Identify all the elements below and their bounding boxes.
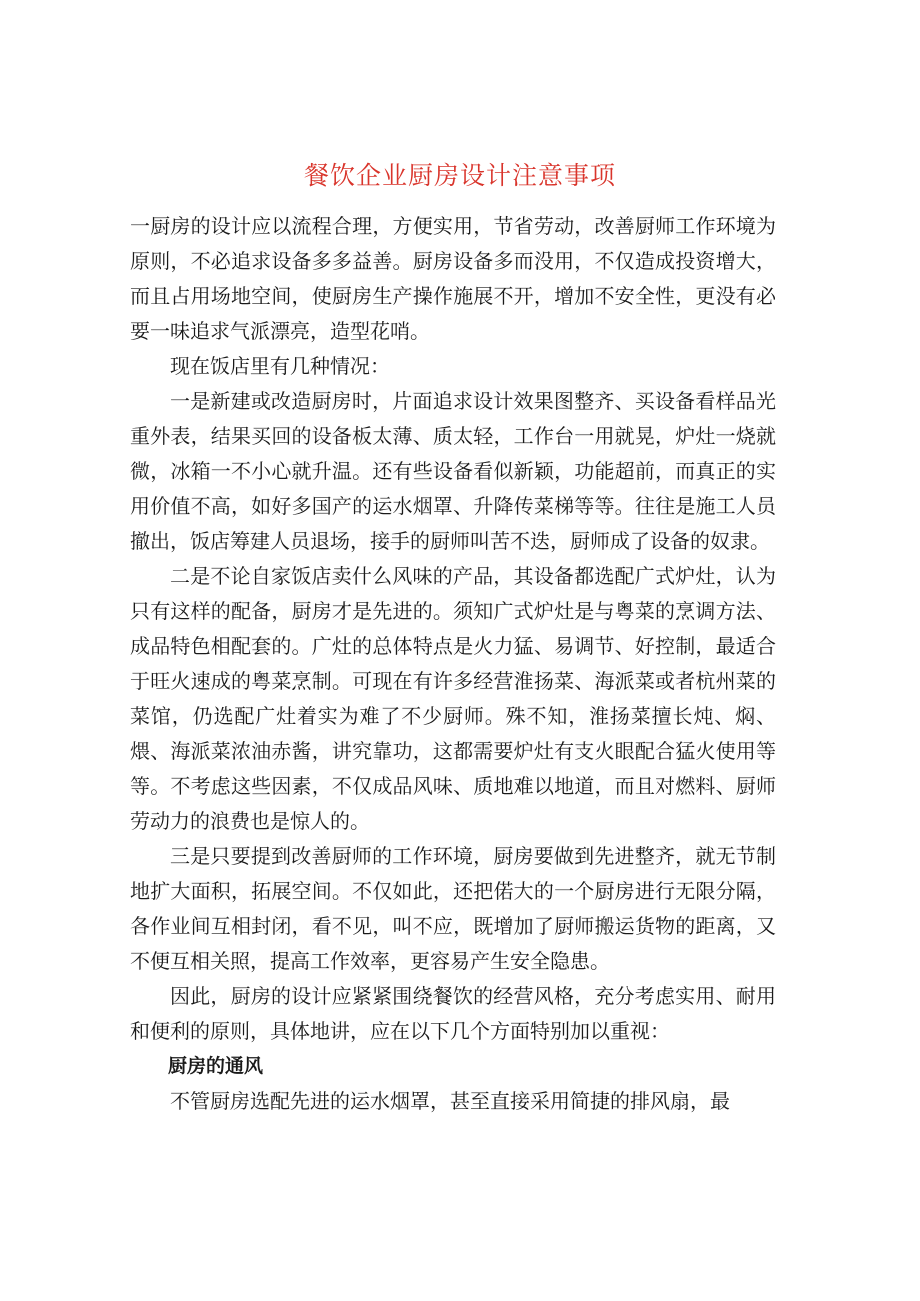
document-body [130, 209, 776, 1119]
section-heading-ventilation: 厨房的通风 [168, 1055, 264, 1077]
paragraph-situations: 现在饭店里有几种情况： [170, 354, 390, 378]
paragraph-conclusion: 因此，厨房的设计应紧紧围绕餐饮的经营风格，充分考虑实用、耐用和便利的原则，具体地讲，应在以下几个方面特别加以重视： [130, 984, 776, 1043]
paragraph-intro: 一厨房的设计应以流程合理，方便实用，节省劳动，改善厨师工作环境为原则，不必追求设备多多益善。厨房设备多而没用，不仅造成投资增大，而且占用场地空间，使厨房生产操作施展不开，增加不安全性，更没有必要一味追求气派漂亮，造型花哨。 [130, 214, 776, 343]
paragraph-case-two: 二是不论自家饭店卖什么风味的产品，其设备都选配广式炉灶，认为只有这样的配备，厨房才是先进的。须知广式炉灶是与粤菜的烹调方法、成品特色相配套的。广灶的总体特点是火力猛、易调节、好控制，最适合于旺火速成的粤菜烹制。可现在有许多经营淮扬菜、海派菜或者杭州菜的菜馆，仍选配广灶着实为难了不少厨师。殊不知，淮扬菜擅长炖、焖、煨、海派菜浓油赤酱，讲究靠功，这都需要炉灶有支火眼配合猛火使用等等。不考虑这些因素，不仅成品风味、质地难以地道，而且对燃料、厨师劳动力的浪费也是惊人的。 [130, 564, 776, 833]
paragraph-ventilation: 不管厨房选配先进的运水烟罩，甚至直接采用简捷的排风扇，最 [170, 1089, 730, 1113]
document-title: 餐饮企业厨房设计注意事项 [303, 161, 616, 190]
paragraph-case-three: 三是只要提到改善厨师的工作环境，厨房要做到先进整齐，就无节制地扩大面积，拓展空间。不仅如此，还把偌大的一个厨房进行无限分隔，各作业间互相封闭，看不见，叫不应，既增加了厨师搬运货物的距离，又不便互相关照，提高工作效率，更容易产生安全隐患。 [130, 844, 776, 973]
paragraph-case-one: 一是新建或改造厨房时，片面追求设计效果图整齐、买设备看样品光重外表，结果买回的设备板太薄、质太轻，工作台一用就晃，炉灶一烧就微，冰箱一不小心就升温。还有些设备看似新颖，功能超前，而真正的实用价值不高，如好多国产的运水烟罩、升降传菜梯等等。往往是施工人员撤出，饭店筹建人员退场，接手的厨师叫苦不迭，厨师成了设备的奴隶。 [130, 389, 776, 553]
